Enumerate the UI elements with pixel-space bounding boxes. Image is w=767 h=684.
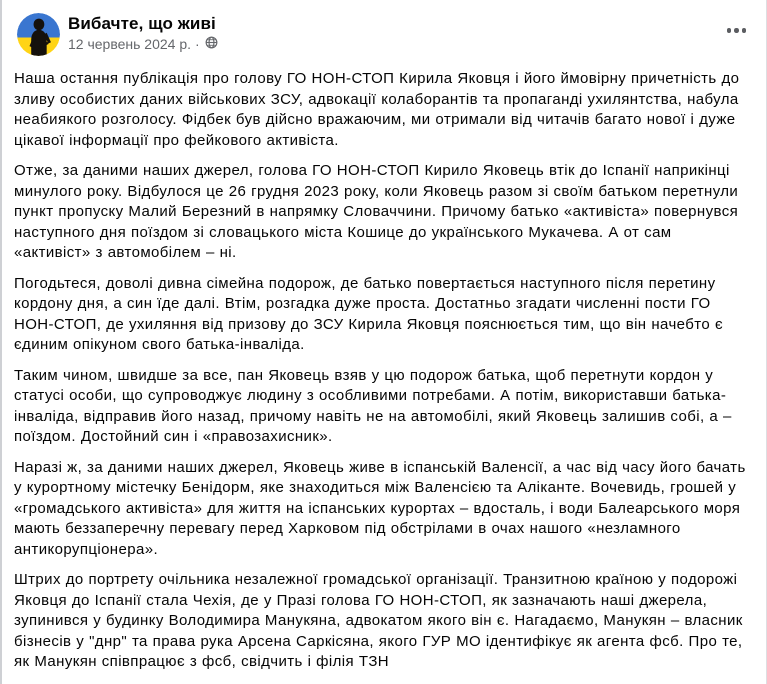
ukraine-flag-soldier-icon: [17, 13, 60, 56]
meta-separator: ·: [195, 36, 200, 52]
globe-public-icon: [205, 36, 218, 53]
post-paragraph: Отже, за даними наших джерел, голова ГО НОН-СТОП Кирило Яковець втік до Іспанії наприкінці минулого року. Відбулося це 26 грудня 2023 року, коли Яковець разом зі своїм батьком перетнули пункт пропуску Малий Березний в напрямку Словаччини. Причому батько «активіста» повернувся наступного дня поїздом зі словацького міста Кошице до українського Мукачева. А от сам «активіст» з автомобілем – ні.: [14, 162, 739, 261]
page-name-link[interactable]: Вибачте, що живі: [68, 14, 216, 33]
post-meta-row: [68, 36, 750, 53]
post-paragraph: Таким чином, швидше за все, пан Яковець взяв у цю подорож батька, щоб перетнути кордон у статусі особи, що супроводжує людину з особливими потребами. А потім, використавши батька-інваліда, відправив його назад, причому навіть не на автомобілі, який Яковець залишив собі, а – поїздом. Достойний син і «правозахисник».: [14, 366, 732, 445]
page-avatar[interactable]: [17, 13, 60, 56]
post-paragraph: Погодьтеся, доволі дивна сімейна подорож, де батько повертається наступного після перетину кордону дня, а син їде далі. Втім, розгадка дуже проста. Достатньо згадати численні пости ГО НОН-СТОП, де ухиляння від призову до ЗСУ Кирила Яковця пояснюється тим, що він начебто є єдиним опікуном свого батька-інваліда.: [14, 274, 723, 353]
post-paragraph: Наша остання публікація про голову ГО НОН-СТОП Кирила Яковця і його ймовірну причетність до зливу особистих даних військових ЗСУ, адвокації колаборантів та пропаганді ухилянтства, набула неабиякого розголосу. Фідбек був дійсно вражаючим, ми отримали від читачів багато нової і дуже цікавої інформації про фейкового активіста.: [14, 70, 740, 149]
post-header: [2, 0, 766, 65]
post-paragraph: Наразі ж, за даними наших джерел, Яковець живе в іспанській Валенсії, а час від часу його бачать у курортному містечку Бенідорм, яке знаходиться між Валенсією та Аліканте. Вочевидь, грошей у «громадського активіста» для життя на іспанських курортах – вдосталь, і води Балеарського моря мають беззаперечну перевагу перед Харковом під обстрілами в очах нашого «незламного антикорупціонера».: [14, 458, 746, 558]
post-timestamp[interactable]: 12 червень 2024 р.: [68, 36, 192, 52]
three-dots-menu-icon: [727, 28, 732, 33]
header-text-block: [68, 13, 750, 53]
post-body-text: [2, 65, 766, 673]
post-paragraph: Штрих до портрету очільника незалежної громадської організації. Транзитною країною у подорожі Яковця до Іспанії стала Чехія, де у Празі голова ГО НОН-СТОП, як зазначають наші джерела, зупинився у будинку Володимира Манукяна, адвокатом якого він є. Нагадаємо, Манукян – власник бізнесів у "днр" та права рука Арсена Саркісяна, якого ГУР МО ідентифікує як агента фсб. Про те, як Манукян співпрацює з фсб, свідчить і філія ТЗН: [14, 571, 743, 670]
post-options-button[interactable]: [725, 22, 749, 39]
